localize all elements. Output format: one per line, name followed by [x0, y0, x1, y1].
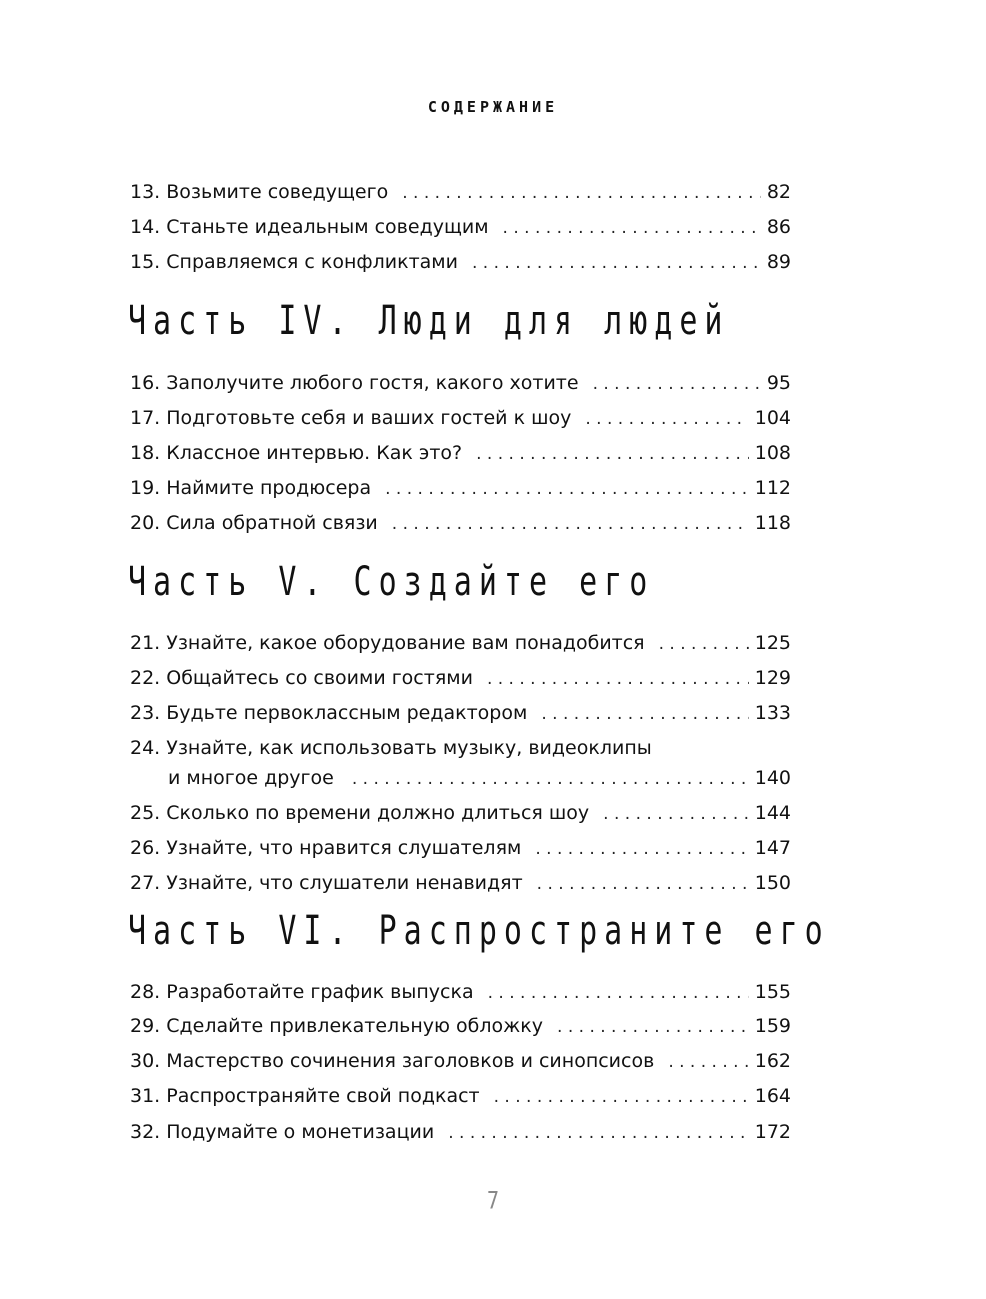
- part-5-title: Часть V. Создайте его: [128, 558, 655, 606]
- toc-entry-title: 27. Узнайте, что слушатели ненавидят: [130, 872, 523, 894]
- toc-entry[interactable]: [130, 1084, 791, 1109]
- dot-leader: [402, 181, 761, 205]
- dot-leader: [535, 837, 748, 861]
- toc-entry-page: 159: [754, 1015, 791, 1037]
- dot-leader: [659, 632, 749, 656]
- toc-entry[interactable]: [130, 631, 791, 656]
- toc-entry-title: 26. Узнайте, что нравится слушателям: [130, 837, 522, 859]
- dot-leader: [488, 981, 749, 1005]
- toc-entry-page: 82: [766, 181, 791, 203]
- part-6-title: Часть VI. Распространите его: [128, 907, 830, 955]
- toc-entry[interactable]: [130, 801, 791, 826]
- dot-leader: [448, 1121, 749, 1145]
- toc-entry-title: 23. Будьте первоклассным редактором: [130, 702, 528, 724]
- toc-entry[interactable]: [130, 666, 791, 691]
- toc-entry-page: 162: [754, 1050, 791, 1072]
- toc-entry-title: 21. Узнайте, какое оборудование вам понадобится: [130, 632, 645, 654]
- toc-entry-page: 104: [754, 407, 791, 429]
- toc-entry-page: 155: [754, 981, 791, 1003]
- toc-entry-page: 108: [754, 442, 791, 464]
- toc-entry-page: 150: [754, 872, 791, 894]
- dot-leader: [537, 872, 749, 896]
- toc-entry[interactable]: [130, 476, 791, 501]
- toc-entry-title-line1[interactable]: 24. Узнайте, как использовать музыку, видеоклипы: [130, 737, 652, 759]
- toc-entry-page: 129: [754, 667, 791, 689]
- toc-entry[interactable]: [130, 980, 791, 1005]
- toc-entry-title: 18. Классное интервью. Как это?: [130, 442, 463, 464]
- toc-entry-page: 172: [754, 1121, 791, 1143]
- toc-entry[interactable]: [130, 250, 791, 275]
- toc-entry-title: 13. Возьмите соведущего: [130, 181, 389, 203]
- toc-entry-page: 112: [754, 477, 791, 499]
- toc-entry-title: 32. Подумайте о монетизации: [130, 1121, 435, 1143]
- dot-leader: [668, 1050, 748, 1074]
- toc-entry-page: 133: [754, 702, 791, 724]
- toc-entry[interactable]: [130, 371, 791, 396]
- toc-entry-title: 22. Общайтесь со своими гостями: [130, 667, 473, 689]
- toc-entry-page: 147: [754, 837, 791, 859]
- toc-entry[interactable]: [130, 441, 791, 466]
- toc-entry-title: 14. Станьте идеальным соведущим: [130, 216, 489, 238]
- toc-entry[interactable]: [130, 1014, 791, 1039]
- toc-entry-page: 140: [754, 767, 791, 789]
- toc-entry-title: 28. Разработайте график выпуска: [130, 981, 474, 1003]
- dot-leader: [472, 251, 761, 275]
- toc-entry-title: 25. Сколько по времени должно длиться шоу: [130, 802, 590, 824]
- toc-entry-page: 118: [754, 512, 791, 534]
- toc-entry[interactable]: [130, 215, 791, 240]
- page-header: СОДЕРЖАНИЕ: [427, 98, 559, 116]
- toc-entry-title: 16. Заполучите любого гостя, какого хотите: [130, 372, 579, 394]
- toc-entry[interactable]: [130, 511, 791, 536]
- toc-entry-title: 19. Наймите продюсера: [130, 477, 372, 499]
- dot-leader: [585, 407, 748, 431]
- toc-entry-title-cont: и многое другое: [168, 767, 334, 789]
- toc-entry-page: 164: [754, 1085, 791, 1107]
- dot-leader: [541, 702, 748, 726]
- dot-leader: [603, 802, 749, 826]
- dot-leader: [476, 442, 749, 466]
- toc-entry-title: 31. Распространяйте свой подкаст: [130, 1085, 480, 1107]
- toc-entry-title: 15. Справляемся с конфликтами: [130, 251, 458, 273]
- page-number: 7: [486, 1185, 500, 1215]
- toc-entry[interactable]: [130, 1049, 791, 1074]
- dot-leader: [352, 767, 749, 791]
- dot-leader: [494, 1085, 749, 1109]
- toc-entry[interactable]: [130, 836, 791, 861]
- toc-entry-page: 89: [766, 251, 791, 273]
- toc-entry-page: 144: [754, 802, 791, 824]
- toc-entry[interactable]: [130, 1120, 791, 1145]
- toc-entry[interactable]: [130, 180, 791, 205]
- toc-entry-title: 17. Подготовьте себя и ваших гостей к шоу: [130, 407, 572, 429]
- toc-entry-page: 95: [766, 372, 791, 394]
- toc-entry-page: 86: [766, 216, 791, 238]
- toc-entry-page: 125: [754, 632, 791, 654]
- dot-leader: [593, 372, 761, 396]
- toc-entry[interactable]: [168, 766, 791, 791]
- part-4-title: Часть IV. Люди для людей: [128, 297, 730, 345]
- dot-leader: [557, 1015, 749, 1039]
- dot-leader: [503, 216, 761, 240]
- dot-leader: [385, 477, 749, 501]
- toc-entry-title: 20. Сила обратной связи: [130, 512, 378, 534]
- toc-entry-title: 30. Мастерство сочинения заголовков и синопсисов: [130, 1050, 655, 1072]
- toc-entry[interactable]: [130, 871, 791, 896]
- dot-leader: [487, 667, 749, 691]
- dot-leader: [392, 512, 749, 536]
- toc-entry[interactable]: [130, 701, 791, 726]
- toc-entry-title: 29. Сделайте привлекательную обложку: [130, 1015, 544, 1037]
- toc-entry[interactable]: [130, 406, 791, 431]
